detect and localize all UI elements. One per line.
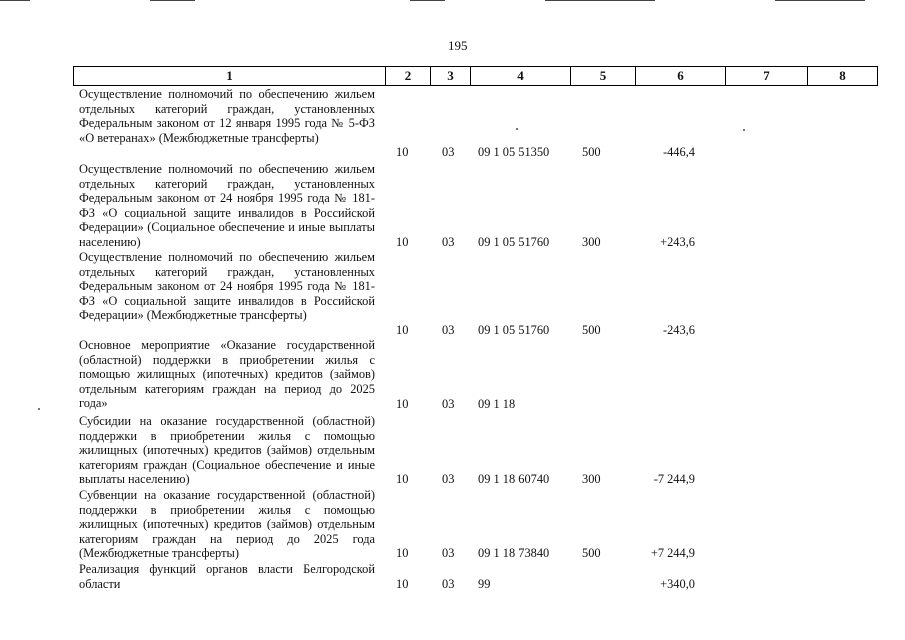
row-2-col-3: 03 xyxy=(442,235,455,249)
row-1-col-3: 03 xyxy=(442,145,455,159)
header-col-8: 8 xyxy=(839,68,846,83)
row-1-col-4: 09 1 05 51350 xyxy=(478,145,550,159)
row-3-col-2: 10 xyxy=(396,323,409,337)
row-3-col-4: 09 1 05 51760 xyxy=(478,323,550,337)
row-5-col-4: 09 1 18 60740 xyxy=(478,472,550,486)
row-6-col-4: 09 1 18 73840 xyxy=(478,546,550,560)
row-6-col-6: +7 244,9 xyxy=(650,546,695,560)
row-2-col-5: 300 xyxy=(582,235,601,249)
row-6-col-2: 10 xyxy=(396,546,409,560)
row-7-col-2: 10 xyxy=(396,577,409,591)
scan-artifact xyxy=(0,0,30,1)
scan-speck xyxy=(38,408,40,410)
row-2-col-6: +243,6 xyxy=(660,235,695,249)
row-3-col-5: 500 xyxy=(582,323,601,337)
row-7-col-3: 03 xyxy=(442,577,455,591)
row-1-col-6: -446,4 xyxy=(662,145,695,159)
header-col-6: 6 xyxy=(636,67,726,85)
row-1-col-2: 10 xyxy=(396,145,409,159)
row-2-col-2: 10 xyxy=(396,235,409,249)
scan-speck xyxy=(743,129,745,131)
row-2-col-4: 09 1 05 51760 xyxy=(478,235,550,249)
row-7-col-6: +340,0 xyxy=(660,577,695,591)
row-4-description: Основное мероприятие «Оказание государственной (областной) поддержки в приобретении жилья с помощью жилищных (ипотечных) кредитов (займов) отдельным категориям граждан на период до 2025 года» xyxy=(79,338,375,410)
row-1-description: Осуществление полномочий по обеспечению жильем отдельных категорий граждан, установленных Федеральным законом от 12 января 1995 года № 5-ФЗ «О ветеранах» (Межбюджетные трансферты) xyxy=(79,87,375,145)
row-4-col-4: 09 1 18 xyxy=(478,397,516,411)
row-4-col-3: 03 xyxy=(442,397,455,411)
header-col-1: 1 xyxy=(74,67,386,85)
scan-artifact xyxy=(150,0,195,1)
row-6-description: Субвенции на оказание государственной (областной) поддержки в приобретении жилья с помощью жилищных (ипотечных) кредитов (займов) отдельным категориям граждан на период до 2025 года (Межбюджетные трансферты) xyxy=(79,488,375,560)
row-7-col-4: 99 xyxy=(478,577,491,591)
scan-artifact xyxy=(545,0,655,1)
row-5-col-6: -7 244,9 xyxy=(653,472,695,486)
header-col-5: 5 xyxy=(571,67,636,85)
page-number: 195 xyxy=(448,38,468,53)
row-4-col-2: 10 xyxy=(396,397,409,411)
row-6-col-3: 03 xyxy=(442,546,455,560)
scan-artifact xyxy=(410,0,445,1)
scan-speck xyxy=(516,128,518,130)
row-3-description: Осуществление полномочий по обеспечению жильем отдельных категорий граждан, установленных Федеральным законом от 24 ноября 1995 года № 181-ФЗ «О социальной защите инвалидов в Российской Федерации» (Межбюджетные трансферты) xyxy=(79,250,375,322)
header-col-4: 4 xyxy=(471,67,571,85)
row-1-col-5: 500 xyxy=(582,145,601,159)
row-3-col-6: -243,6 xyxy=(662,323,695,337)
header-col-3: 3 xyxy=(431,67,471,85)
row-5-col-2: 10 xyxy=(396,472,409,486)
row-6-col-5: 500 xyxy=(582,546,601,560)
row-2-description: Осуществление полномочий по обеспечению жильем отдельных категорий граждан, установленных Федеральным законом от 24 ноября 1995 года № 181-ФЗ «О социальной защите инвалидов в Российской Федерации» (Социальное обеспечение и иные выплаты населению) xyxy=(79,162,375,249)
scan-artifact xyxy=(775,0,865,1)
row-7-description: Реализация функций органов власти Белгородской области xyxy=(79,562,375,591)
header-col-2: 2 xyxy=(386,67,431,85)
row-5-col-5: 300 xyxy=(582,472,601,486)
table-header-row xyxy=(73,66,878,86)
row-5-col-3: 03 xyxy=(442,472,455,486)
header-col-7: 7 xyxy=(726,67,808,85)
row-5-description: Субсидии на оказание государственной (областной) поддержки в приобретении жилья с помощью жилищных (ипотечных) кредитов (займов) отдельным категориям граждан (Социальное обеспечение и иные выплаты населению) xyxy=(79,414,375,486)
row-3-col-3: 03 xyxy=(442,323,455,337)
